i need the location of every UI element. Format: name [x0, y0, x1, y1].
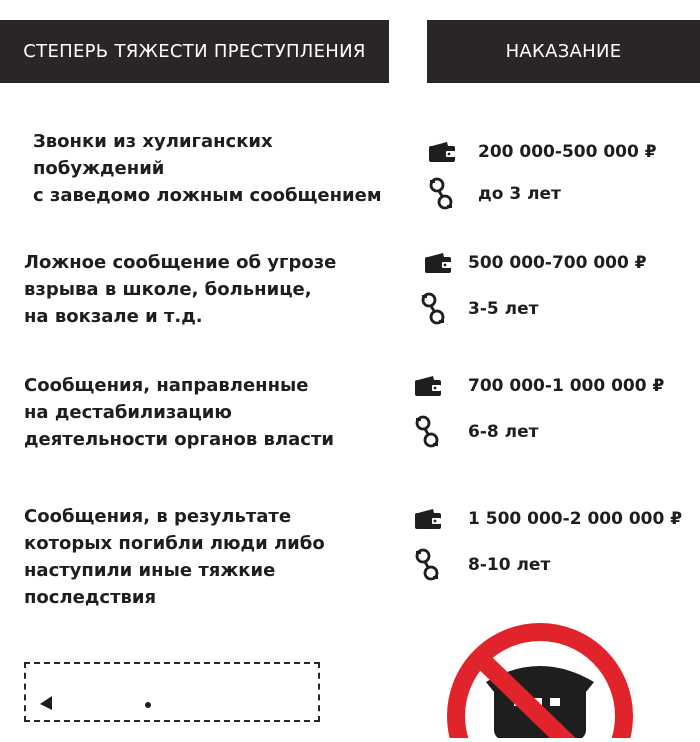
fine-amount: 700 000-1 000 000 ₽	[468, 376, 665, 396]
term-text: 8-10 лет	[468, 555, 551, 575]
fine-amount: 500 000-700 000 ₽	[468, 253, 647, 273]
handcuffs-icon	[420, 292, 446, 326]
crime-line: которых погибли люди либо	[24, 533, 325, 554]
fine-amount: 200 000-500 000 ₽	[478, 142, 657, 162]
crime-line: Звонки из хулиганских	[33, 131, 273, 152]
handcuffs-icon	[414, 548, 440, 582]
prison-term-3	[414, 415, 538, 449]
fine-amount: 1 500 000-2 000 000 ₽	[468, 509, 683, 529]
crime-line: побуждений	[33, 158, 165, 179]
wallet-icon	[428, 141, 456, 163]
fine-4	[414, 508, 682, 530]
wallet-icon	[414, 375, 442, 397]
fine-2	[424, 252, 647, 274]
crime-line: наступили иные тяжкие	[24, 560, 276, 581]
wallet-icon	[414, 508, 442, 530]
crime-line: Ложное сообщение об угрозе	[24, 252, 337, 273]
crime-line: на дестабилизацию	[24, 402, 232, 423]
dot-icon	[144, 694, 152, 713]
crime-description-4	[24, 503, 325, 611]
fine-1	[428, 141, 657, 163]
prison-term-4	[414, 548, 550, 582]
no-phone-sign-icon	[442, 618, 638, 742]
crime-line: с заведомо ложным сообщением	[33, 185, 382, 206]
fine-3	[414, 375, 664, 397]
crime-line: Сообщения, в результате	[24, 506, 292, 527]
crime-line: на вокзале и т.д.	[24, 306, 203, 327]
wallet-icon	[424, 252, 452, 274]
term-text: 6-8 лет	[468, 422, 539, 442]
term-text: до 3 лет	[478, 184, 561, 204]
crime-line: взрыва в школе, больнице,	[24, 279, 312, 300]
crime-line: деятельности органов власти	[24, 429, 334, 450]
arrow-icon	[38, 694, 68, 714]
handcuffs-icon	[428, 177, 454, 211]
handcuffs-icon	[414, 415, 440, 449]
prison-term-1	[428, 177, 561, 211]
crime-line: последствия	[24, 587, 157, 608]
crime-description-1	[33, 128, 382, 209]
crime-line: Сообщения, направленные	[24, 375, 309, 396]
term-text: 3-5 лет	[468, 299, 539, 319]
crime-severity-header-label: СТЕПЕРЬ ТЯЖЕСТИ ПРЕСТУПЛЕНИЯ	[23, 41, 366, 62]
crime-description-3	[24, 372, 334, 453]
punishment-header-label: НАКАЗАНИЕ	[505, 41, 622, 62]
punishment-header	[427, 20, 700, 83]
prison-term-2	[420, 292, 538, 326]
crime-description-2	[24, 249, 336, 330]
dashed-info-box	[24, 662, 320, 722]
crime-severity-header	[0, 20, 389, 83]
